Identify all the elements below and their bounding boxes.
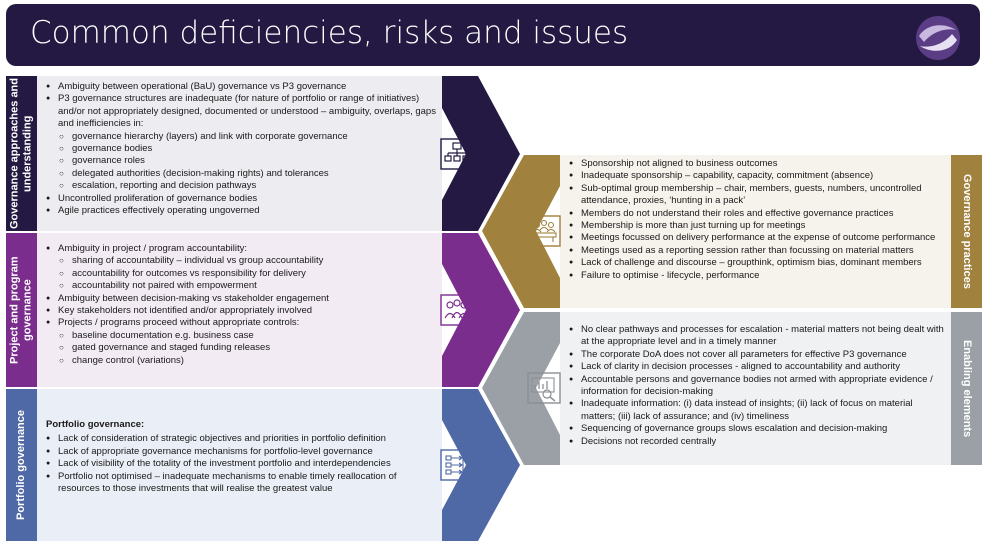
list-item: ● Meetings focussed on delivery performance at the expense of outcome performance [567, 232, 947, 244]
list-item: ● Failure to optimise - lifecycle, performance [567, 270, 947, 282]
list-item: ● P3 governance structures are inadequate (for nature of portfolio or range of initiatives) and/or not appropriately designed, documented or understood – ambiguity, overlaps, gaps and inefficiencies in: [44, 93, 439, 130]
list-item: ● Agile practices effectively operating ungoverned [44, 205, 439, 217]
list-item: ● Lack of appropriate governance mechanisms for portfolio-level governance [44, 446, 439, 458]
meeting-icon [527, 215, 561, 247]
list-item: ● Projects / programs proceed without appropriate controls: [44, 317, 439, 329]
sub-list-item: ○ governance roles [44, 155, 439, 167]
list-item: ● Sub-optimal group membership – chair, members, guests, numbers, uncontrolled attendance, proxies, ‘hunting in a pack’ [567, 183, 947, 208]
list-item: ● Meetings used as a reporting session rather than focussing on material matters [567, 245, 947, 257]
sub-list-item: ○ governance hierarchy (layers) and link with corporate governance [44, 131, 439, 143]
list-heading: Portfolio governance: [46, 419, 145, 430]
sub-list-item: ○ gated governance and staged funding releases [44, 342, 439, 354]
list-item: ● Sponsorship not aligned to business outcomes [567, 158, 947, 170]
list-item: ● No clear pathways and processes for escalation - material matters not being dealt with at the appropriate level and in a timely manner [567, 324, 947, 349]
sub-list-item: ○ accountability not paired with empowerment [44, 280, 439, 292]
list-item: ● Inadequate sponsorship – capability, capacity, commitment (absence) [567, 170, 947, 182]
section-label-project-program: Project and program governance [8, 256, 34, 364]
list-item: ● The corporate DoA does not cover all parameters for effective P3 governance [567, 349, 947, 361]
sub-list-item: ○ sharing of accountability – individual vs group accountability [44, 255, 439, 267]
sub-list-item: ○ escalation, reporting and decision pathways [44, 180, 439, 192]
people-icon [440, 294, 474, 326]
analytics-icon [527, 372, 561, 404]
section-label-governance-approaches: Governance approaches and understanding [8, 78, 34, 229]
list-item: ● Key stakeholders not identified and/or appropriately involved [44, 305, 439, 317]
list-item: ● Uncontrolled proliferation of governance bodies [44, 193, 439, 205]
org-chart-icon [440, 138, 474, 170]
list-item: ● Sequencing of governance groups slows escalation and decision-making [567, 423, 947, 435]
list-item: ● Membership is more than just turning up for meetings [567, 220, 947, 232]
list-item: ● Lack of consideration of strategic objectives and priorities in portfolio definition [44, 433, 439, 445]
list-item: ● Lack of visibility of the totality of the investment portfolio and interdependencies [44, 458, 439, 470]
list-enabling-elements [567, 324, 947, 448]
sub-list-item: ○ baseline documentation e.g. business case [44, 330, 439, 342]
section-label-portfolio: Portfolio governance [15, 409, 27, 521]
list-item: ● Portfolio not optimised – inadequate mechanisms to enable timely reallocation of resources to those investments that will realise the greatest value [44, 471, 439, 496]
list-item: ● Ambiguity between decision-making vs stakeholder engagement [44, 293, 439, 305]
list-item: ● Lack of clarity in decision processes - aligned to accountability and authority [567, 361, 947, 373]
list-item: ● Ambiguity between operational (BaU) governance vs P3 governance [44, 81, 439, 93]
list-item: ● Accountable persons and governance bodies not armed with appropriate evidence / information for decision-making [567, 374, 947, 399]
list-project-program [44, 243, 439, 367]
list-item: ● Members do not understand their roles and effective governance practices [567, 208, 947, 220]
process-flow-icon [440, 449, 474, 481]
sub-list-item: ○ change control (variations) [44, 355, 439, 367]
page-title: Common deficiencies, risks and issues [30, 15, 629, 51]
sub-list-item: ○ governance bodies [44, 143, 439, 155]
list-portfolio [44, 419, 439, 495]
list-governance-practices [567, 158, 947, 282]
list-item: ● Decisions not recorded centrally [567, 436, 947, 448]
sub-list-item: ○ accountability for outcomes vs responsibility for delivery [44, 268, 439, 280]
list-governance-approaches [44, 81, 439, 217]
section-label-governance-practices: Governance practices [961, 174, 973, 289]
list-item: ● Lack of challenge and discourse – groupthink, optimism bias, dominant members [567, 257, 947, 269]
list-item: ● Inadequate information: (i) data instead of insights; (ii) lack of focus on material matters; (iii) lack of assurance; and (iv) timeliness [567, 398, 947, 423]
list-item: ● Ambiguity in project / program accountability: [44, 243, 439, 255]
section-label-enabling-elements: Enabling elements [961, 339, 973, 438]
sub-list-item: ○ delegated authorities (decision-making rights) and tolerances [44, 168, 439, 180]
